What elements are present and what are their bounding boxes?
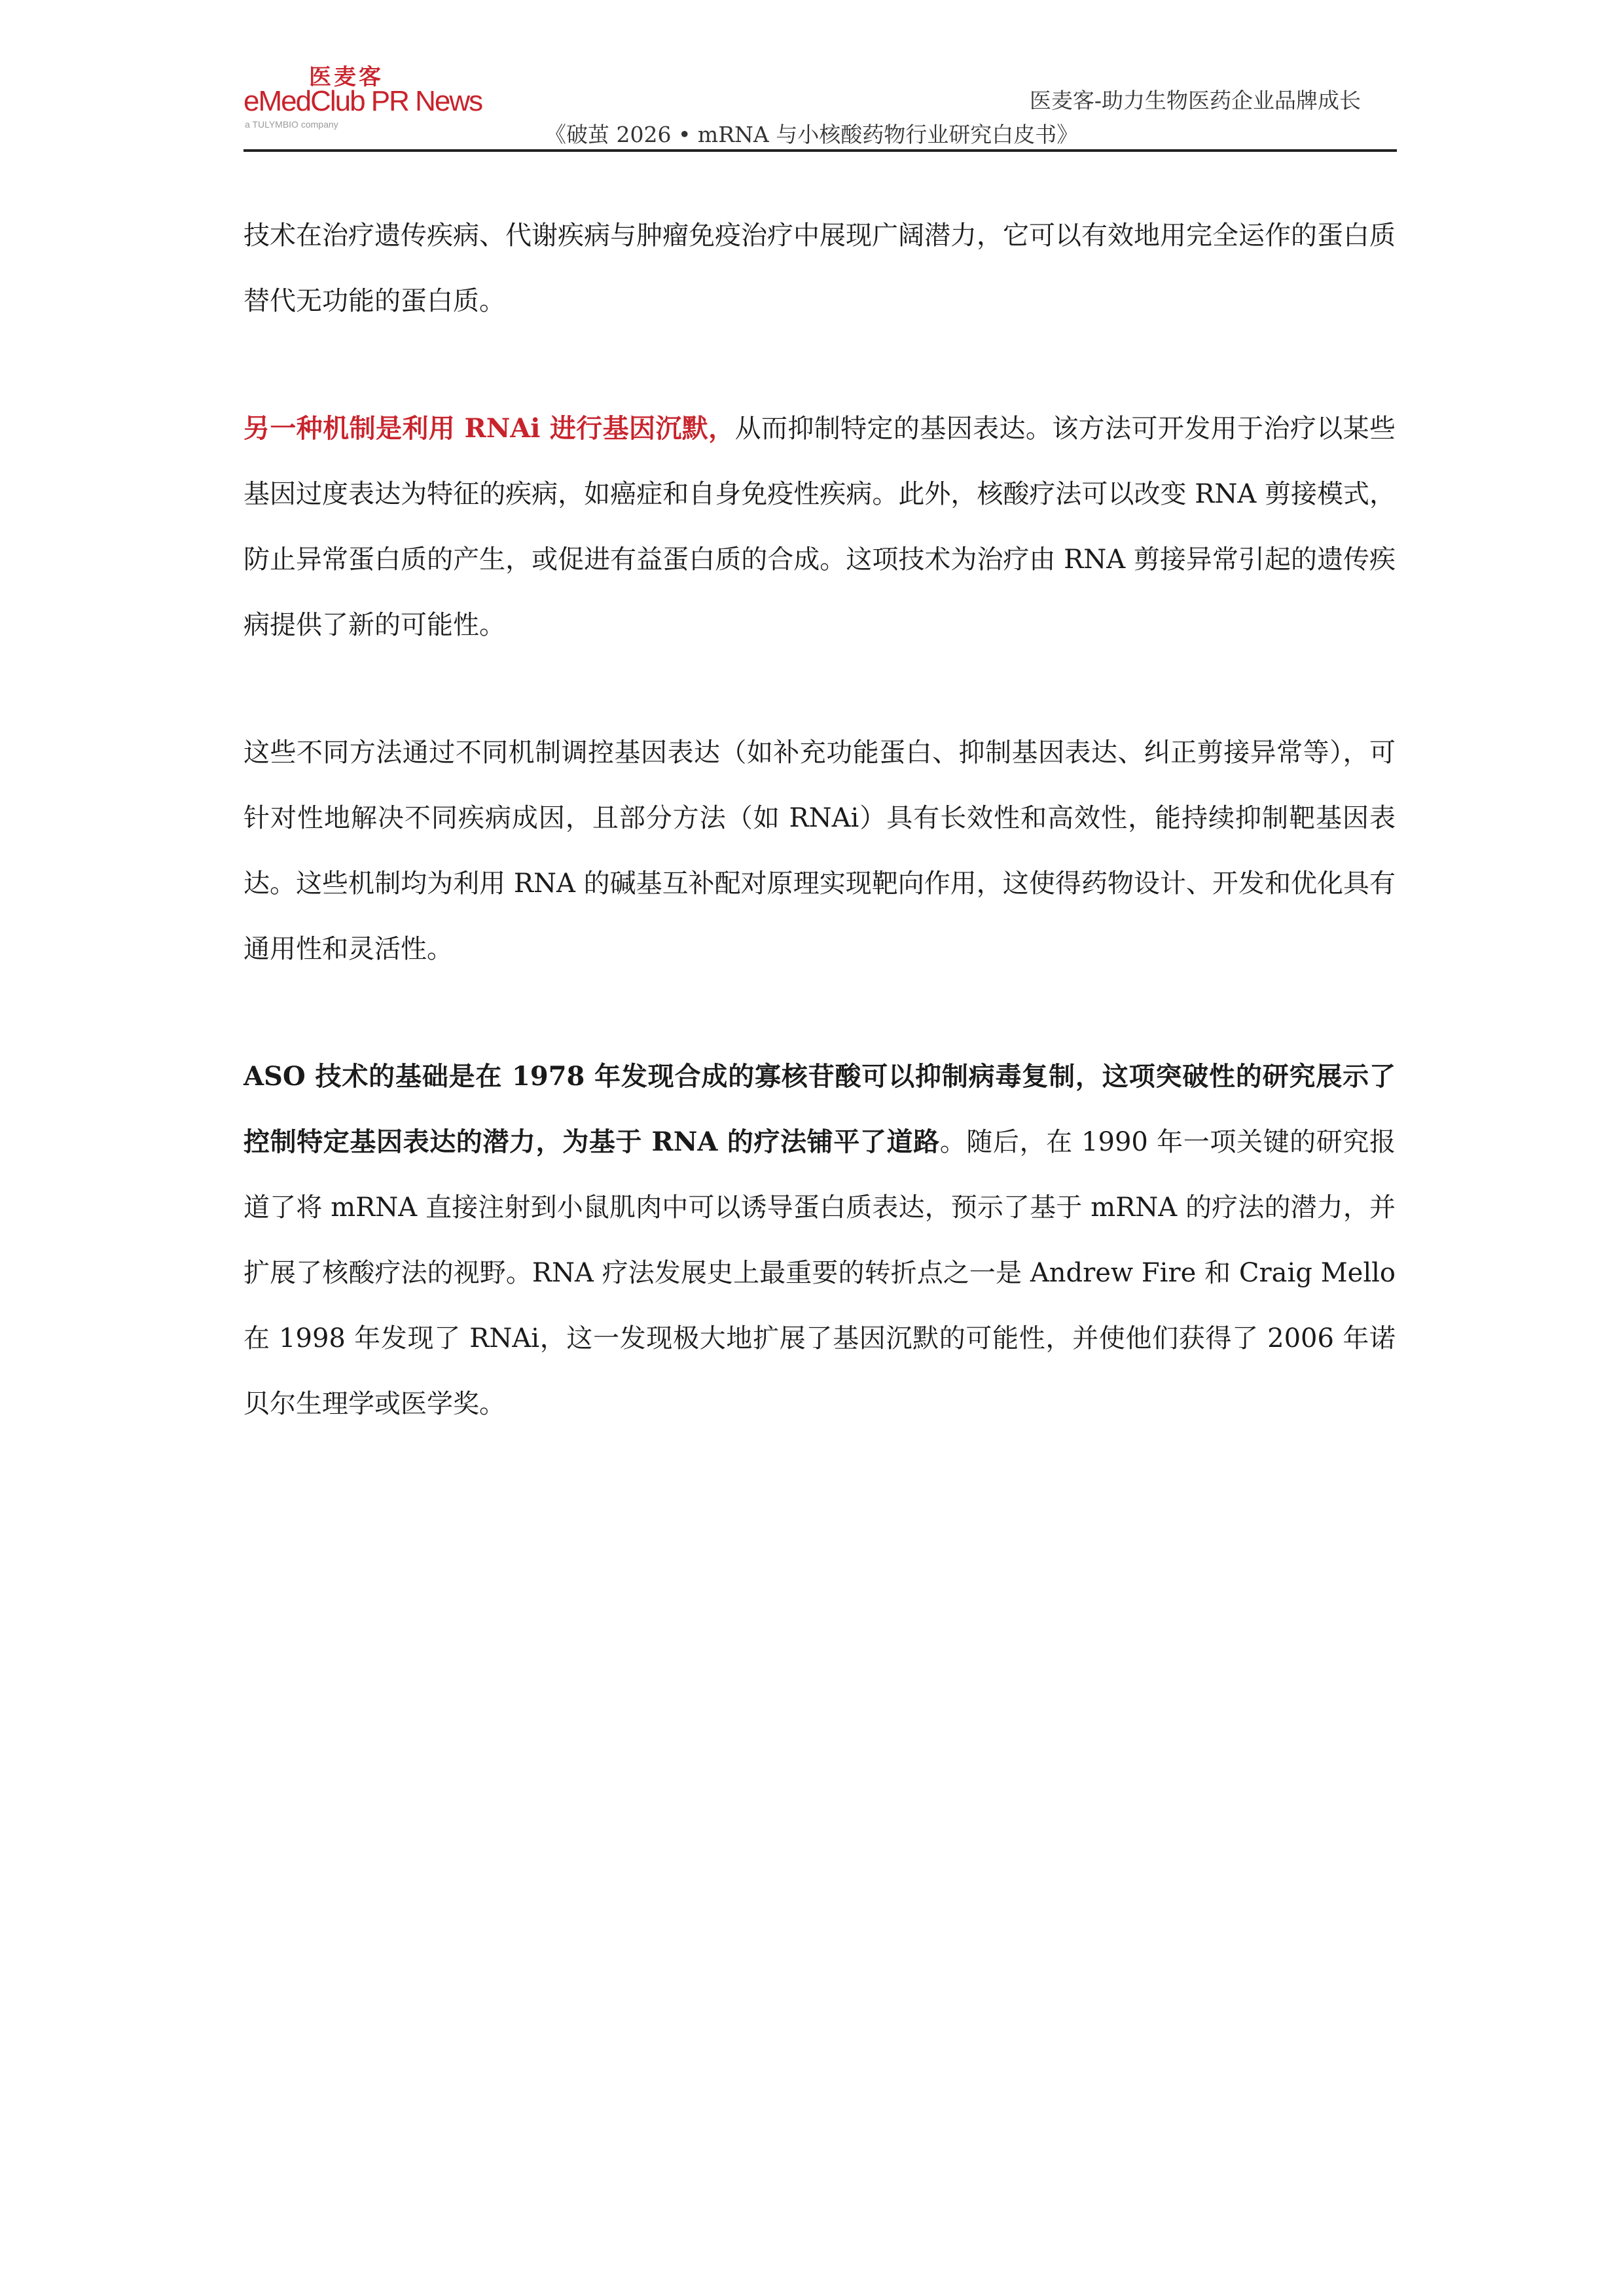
header-divider [244,149,1397,152]
main-content [244,203,1396,1499]
logo-english-text: eMedClub PR News [244,85,482,117]
logo-chinese-text: 医麦客 [309,64,384,90]
logo-subtitle: a TULYMBIO company [245,119,338,130]
paragraph-4-text: 。随后，在 1990 年一项关键的研究报道了将 mRNA 直接注射到小鼠肌肉中可以诱导蛋白质表达，预示了基于 mRNA 的疗法的潜力，并扩展了核酸疗法的视野。RNA 疗法发展史上最重要的转折点之一是 Andrew Fire 和 Craig Mello 在 1998 年发现了 RNAi，这一发现极大地扩展了基因沉默的可能性，并使他们获得了 2006 年诺贝尔生理学或医学奖。 [244,1127,1396,1419]
paragraph-2-highlight: 另一种机制是利用 RNAi 进行基因沉默， [244,413,735,444]
paragraph-1 [244,203,1396,334]
paragraph-3 [244,720,1396,982]
paragraph-2 [244,396,1396,658]
paragraph-3-text: 这些不同方法通过不同机制调控基因表达（如补充功能蛋白、抑制基因表达、纠正剪接异常等），可针对性地解决不同疾病成因，且部分方法（如 RNAi）具有长效性和高效性，能持续抑制靶基因表达。这些机制均为利用 RNA 的碱基互补配对原理实现靶向作用，这使得药物设计、开发和优化具有通用性和灵活性。 [244,738,1396,964]
page-header [244,52,1397,152]
paragraph-2-text: 从而抑制特定的基因表达。该方法可开发用于治疗以某些基因过度表达为特征的疾病，如癌症和自身免疫性疾病。此外，核酸疗法可以改变 RNA 剪接模式，防止异常蛋白质的产生，或促进有益蛋白质的合成。这项技术为治疗由 RNA 剪接异常引起的遗传疾病提供了新的可能性。 [244,414,1396,640]
paragraph-4-bold: ASO 技术的基础是在 1978 年发现合成的寡核苷酸可以抑制病毒复制，这项突破性的研究展示了控制特定基因表达的潜力，为基于 RNA 的疗法铺平了道路 [244,1061,1396,1157]
document-title: 《破茧 2026 • mRNA 与小核酸药物行业研究白皮书》 [545,122,1079,147]
paragraph-4 [244,1044,1396,1437]
header-tagline: 医麦客-助力生物医药企业品牌成长 [1029,88,1361,113]
paragraph-1-text: 技术在治疗遗传疾病、代谢疾病与肿瘤免疫治疗中展现广阔潜力，它可以有效地用完全运作的蛋白质替代无功能的蛋白质。 [244,221,1396,316]
